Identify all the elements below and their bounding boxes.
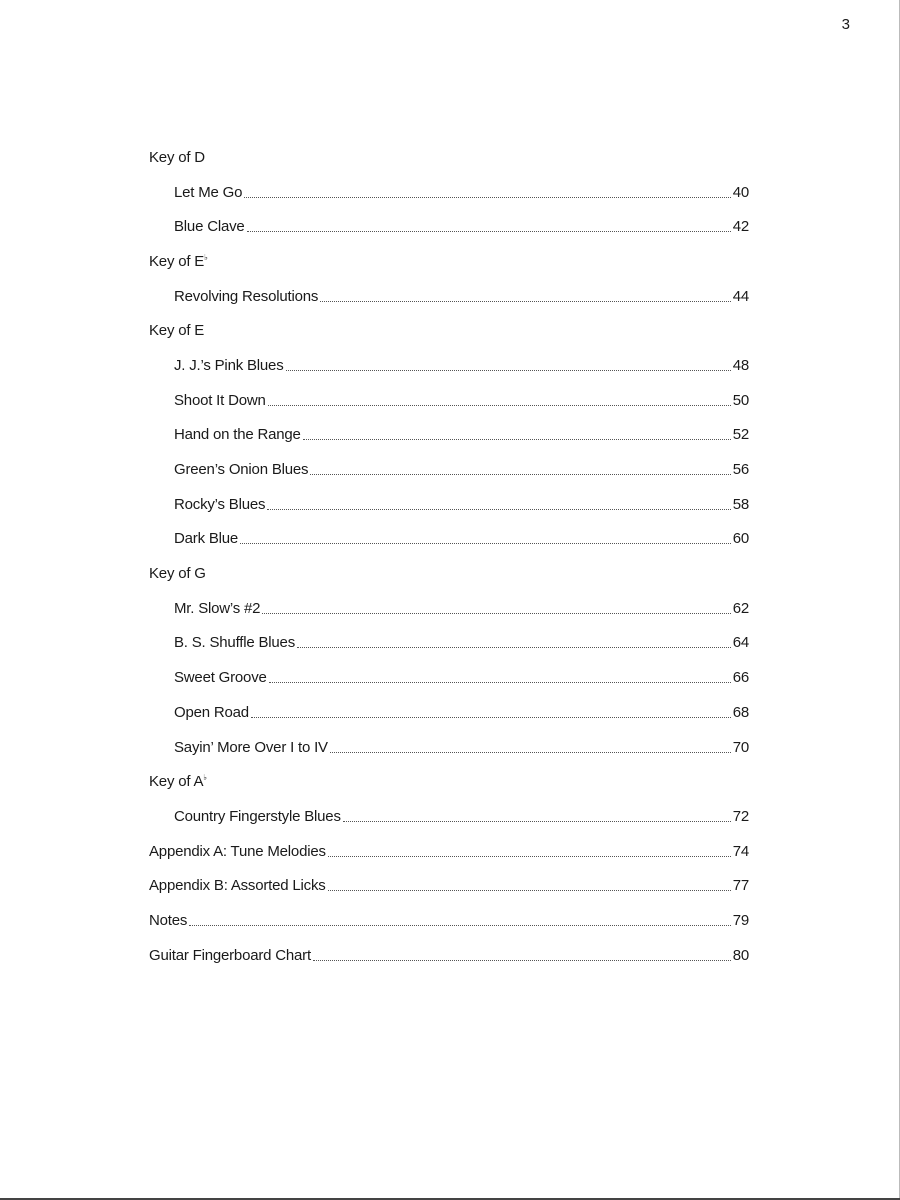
toc-entry xyxy=(149,834,749,869)
dot-leader xyxy=(251,717,731,718)
toc-entry xyxy=(149,348,749,383)
entry-page-number: 66 xyxy=(732,669,749,687)
entry-title xyxy=(174,739,328,756)
entry-title xyxy=(174,530,238,547)
entry-page-number: 42 xyxy=(732,218,749,236)
toc-section-heading xyxy=(149,244,749,279)
page-number: 3 xyxy=(841,16,850,33)
dot-leader xyxy=(244,197,730,198)
entry-page-number: 58 xyxy=(732,495,749,513)
title-text: Dark Blue xyxy=(174,530,239,548)
dot-leader xyxy=(286,370,731,371)
entry-title xyxy=(149,912,187,929)
dot-leader xyxy=(343,821,731,822)
title-text: Green’s Onion Blues xyxy=(174,461,309,479)
title-text: Let Me Go xyxy=(174,183,243,201)
toc-entry xyxy=(149,487,749,522)
dot-leader xyxy=(262,613,730,614)
entry-page-number: 62 xyxy=(732,599,749,617)
title-text: Key of E xyxy=(149,252,205,270)
entry-page-number: 74 xyxy=(732,842,749,860)
flat-sign: ♭ xyxy=(204,252,208,262)
dot-leader xyxy=(268,405,731,406)
entry-title xyxy=(174,704,249,721)
section-title xyxy=(149,322,204,339)
entry-title xyxy=(174,288,318,305)
dot-leader xyxy=(303,439,731,440)
entry-page-number: 79 xyxy=(732,911,749,929)
dot-leader xyxy=(328,890,731,891)
title-text: Mr. Slow’s #2 xyxy=(174,599,261,617)
title-text: Rocky’s Blues xyxy=(174,495,266,513)
dot-leader xyxy=(189,925,731,926)
dot-leader xyxy=(240,543,731,544)
entry-page-number: 50 xyxy=(732,391,749,409)
title-text: Guitar Fingerboard Chart xyxy=(149,946,311,964)
entry-title xyxy=(174,392,266,409)
toc-entry xyxy=(149,209,749,244)
entry-title xyxy=(149,947,311,964)
entry-page-number: 60 xyxy=(732,530,749,548)
toc-section-heading xyxy=(149,313,749,348)
entry-page-number: 80 xyxy=(732,946,749,964)
entry-page-number: 72 xyxy=(732,807,749,825)
entry-page-number: 68 xyxy=(732,703,749,721)
dot-leader xyxy=(297,647,731,648)
toc-section-heading xyxy=(149,556,749,591)
entry-title xyxy=(174,808,341,825)
toc-entry xyxy=(149,418,749,453)
entry-title xyxy=(174,426,301,443)
entry-page-number: 64 xyxy=(732,634,749,652)
entry-title xyxy=(174,669,267,686)
dot-leader xyxy=(267,509,730,510)
toc-entry xyxy=(149,938,749,973)
section-title xyxy=(149,565,206,582)
title-text: Appendix A: Tune Melodies xyxy=(149,842,326,860)
title-text: Sweet Groove xyxy=(174,669,267,687)
entry-title xyxy=(174,357,284,374)
entry-title xyxy=(174,218,245,235)
dot-leader xyxy=(247,231,731,232)
dot-leader xyxy=(310,474,730,475)
dot-leader xyxy=(328,856,731,857)
toc-entry xyxy=(149,591,749,626)
entry-page-number: 40 xyxy=(732,183,749,201)
entry-page-number: 48 xyxy=(732,356,749,374)
title-text: Country Fingerstyle Blues xyxy=(174,807,341,825)
toc-entry xyxy=(149,799,749,834)
toc-entry xyxy=(149,522,749,557)
title-text: Hand on the Range xyxy=(174,426,301,444)
title-text: Blue Clave xyxy=(174,218,245,236)
toc-section-heading xyxy=(149,140,749,175)
toc-entry xyxy=(149,730,749,765)
title-text: B. S. Shuffle Blues xyxy=(174,634,295,652)
entry-title xyxy=(174,461,308,478)
title-text: Open Road xyxy=(174,703,249,721)
section-title xyxy=(149,149,205,166)
table-of-contents xyxy=(149,140,749,973)
title-text: Key of D xyxy=(149,148,205,166)
section-title xyxy=(149,773,207,790)
entry-title xyxy=(174,496,265,513)
entry-page-number: 56 xyxy=(732,461,749,479)
title-text: Key of E xyxy=(149,322,205,340)
title-text: J. J.’s Pink Blues xyxy=(174,356,284,374)
entry-page-number: 52 xyxy=(732,426,749,444)
toc-entry xyxy=(149,903,749,938)
toc-entry xyxy=(149,175,749,210)
dot-leader xyxy=(330,752,731,753)
toc-section-heading xyxy=(149,764,749,799)
entry-page-number: 70 xyxy=(732,738,749,756)
dot-leader xyxy=(313,960,731,961)
toc-entry xyxy=(149,868,749,903)
toc-entry xyxy=(149,279,749,314)
entry-title xyxy=(174,184,242,201)
flat-sign: ♭ xyxy=(203,773,207,783)
dot-leader xyxy=(269,682,731,683)
section-title xyxy=(149,253,208,270)
title-text: Revolving Resolutions xyxy=(174,287,319,305)
title-text: Shoot It Down xyxy=(174,391,266,409)
title-text: Appendix B: Assorted Licks xyxy=(149,877,326,895)
title-text: Notes xyxy=(149,911,188,929)
title-text: Sayin’ More Over I to IV xyxy=(174,738,328,756)
toc-entry xyxy=(149,452,749,487)
entry-title xyxy=(174,634,295,651)
entry-page-number: 44 xyxy=(732,287,749,305)
entry-title xyxy=(149,843,326,860)
entry-title xyxy=(174,600,260,617)
title-text: Key of G xyxy=(149,565,206,583)
toc-entry xyxy=(149,383,749,418)
toc-entry xyxy=(149,695,749,730)
dot-leader xyxy=(320,301,730,302)
toc-entry xyxy=(149,660,749,695)
toc-entry xyxy=(149,626,749,661)
entry-page-number: 77 xyxy=(732,877,749,895)
entry-title xyxy=(149,877,326,894)
title-text: Key of A xyxy=(149,773,204,791)
